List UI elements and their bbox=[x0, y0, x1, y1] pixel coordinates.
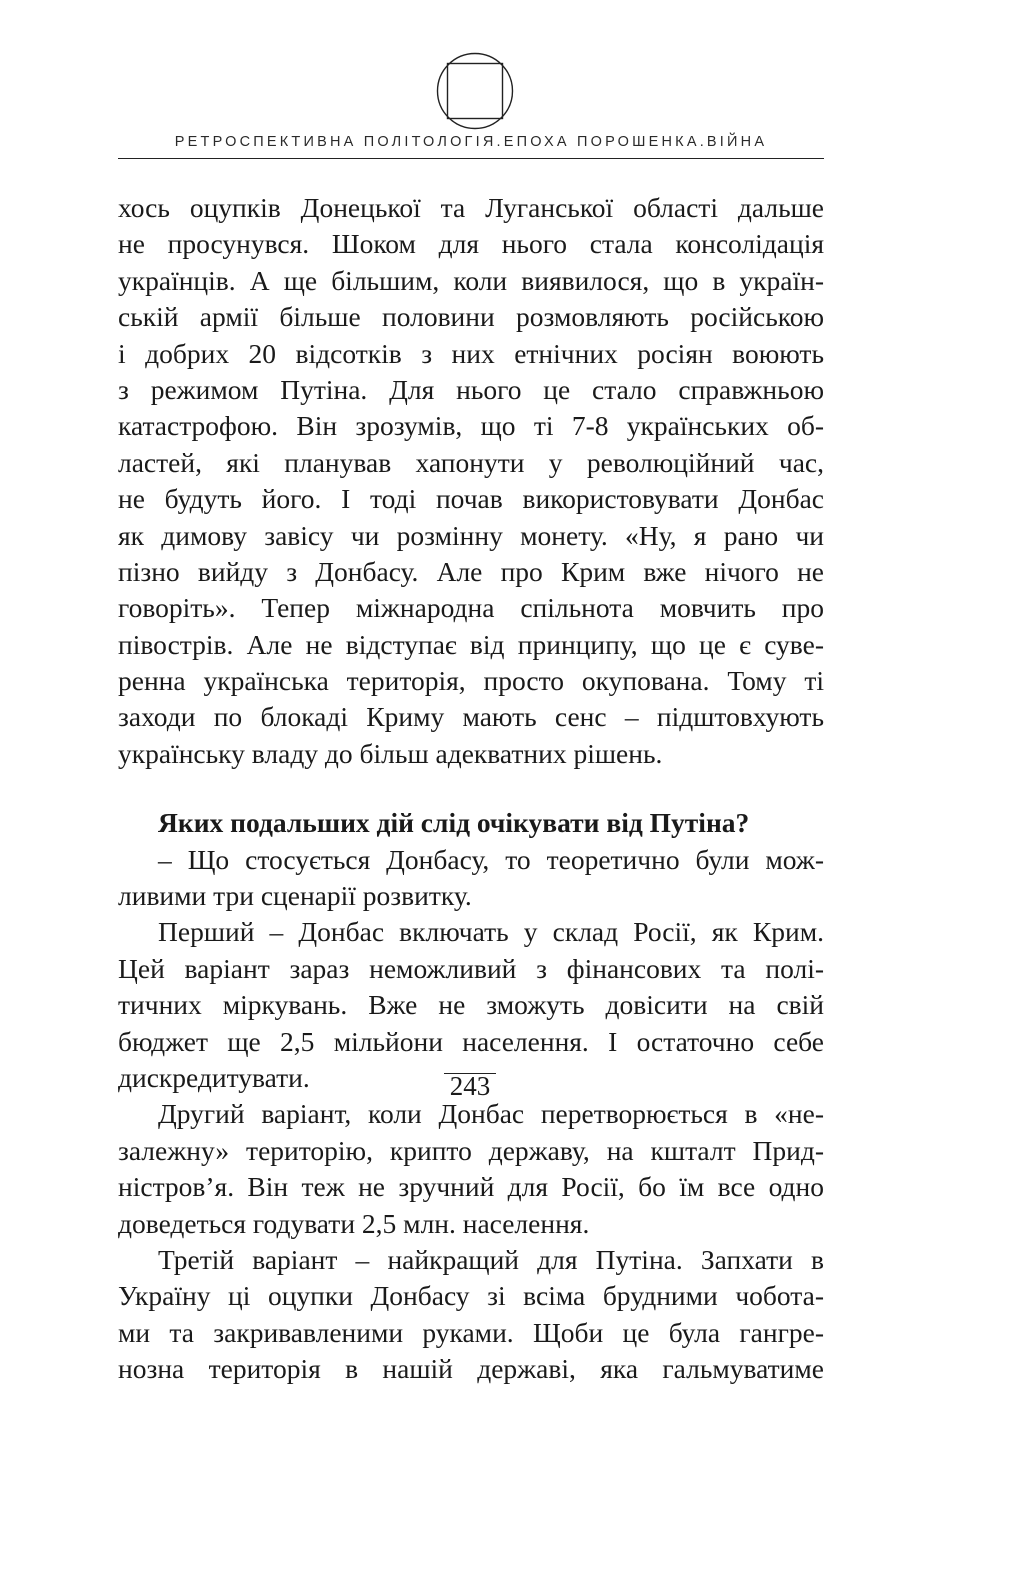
text-line: ливими три сценарії розвитку. bbox=[118, 880, 472, 912]
text-line: ській армії більше половини розмовляють російською bbox=[118, 301, 824, 333]
text-line: ністров’я. Він теж не зручний для Росії, бо їм все одно bbox=[118, 1171, 824, 1203]
paragraph-gap bbox=[118, 772, 824, 805]
text-line: дискредитувати. bbox=[118, 1061, 310, 1093]
text-line: – Що стосується Донбасу, то теоретично були мож- bbox=[158, 843, 824, 875]
text-line: Перший – Донбас включать у склад Росії, як Крим. bbox=[158, 916, 824, 948]
page-number: 243 bbox=[449, 1071, 491, 1101]
text-line: залежну» територію, крипто державу, на кшталт Прид- bbox=[118, 1134, 824, 1166]
text-line: заходи по блокаді Криму мають сенс – підштовхують bbox=[118, 701, 824, 733]
text-line: і добрих 20 відсотків з них етнічних росіян воюють bbox=[118, 337, 824, 369]
header-emblem-icon bbox=[436, 52, 514, 130]
text-line: катастрофою. Він зрозумів, що ті 7-8 українських об- bbox=[118, 410, 824, 442]
running-header-title: РЕТРОСПЕКТИВНА ПОЛІТОЛОГІЯ.ЕПОХА ПОРОШЕНКА.ВІЙНА bbox=[174, 134, 768, 150]
text-line: ластей, які планував хапонути у революційний час, bbox=[118, 446, 824, 478]
text-line: доведеться годувати 2,5 млн. населення. bbox=[118, 1207, 590, 1239]
text-line: Україну ці оцупки Донбасу зі всіма брудними чобота- bbox=[118, 1280, 824, 1312]
page-body bbox=[118, 190, 824, 1388]
text-line: ренна українська територія, просто окупована. Тому ті bbox=[118, 665, 824, 697]
text-line: не будуть його. І тоді почав використовувати Донбас bbox=[118, 483, 824, 515]
text-line: ми та закривавленими руками. Щоби це була гангре- bbox=[118, 1316, 824, 1348]
text-line: Цей варіант зараз неможливий з фінансових та полі- bbox=[118, 952, 824, 984]
text-line: нозна територія в нашій державі, яка гальмуватиме bbox=[118, 1353, 824, 1385]
text-line: як димову завісу чи розмінну монету. «Ну, я рано чи bbox=[118, 519, 824, 551]
text-line: говоріть». Тепер міжнародна спільнота мовчить про bbox=[118, 592, 824, 624]
text-line: українську владу до більш адекватних рішень. bbox=[118, 737, 663, 769]
text-line: півострів. Але не відступає від принципу, що це є суве- bbox=[118, 628, 824, 660]
text-line: Другий варіант, коли Донбас перетворюється в «не- bbox=[158, 1098, 824, 1130]
text-line: тичних міркувань. Вже не зможуть довісити на свій bbox=[118, 989, 824, 1021]
text-line: бюджет ще 2,5 мільйони населення. І остаточно себе bbox=[118, 1025, 824, 1057]
text-line: з режимом Путіна. Для нього це стало справжньою bbox=[118, 373, 824, 405]
text-line: Третій варіант – найкращий для Путіна. Запхати в bbox=[158, 1243, 824, 1275]
interview-question: Яких подальших дій слід очікувати від Путіна? bbox=[158, 807, 750, 839]
text-line: хось оцупків Донецької та Луганської області дальше bbox=[118, 192, 824, 223]
header-divider bbox=[118, 158, 824, 159]
text-line: українців. А ще більшим, коли виявилося, що в україн- bbox=[118, 264, 824, 296]
text-line: пізно вийду з Донбасу. Але про Крим вже нічого не bbox=[118, 555, 824, 587]
text-line: не просунувся. Шоком для нього стала консолідація bbox=[118, 228, 824, 260]
